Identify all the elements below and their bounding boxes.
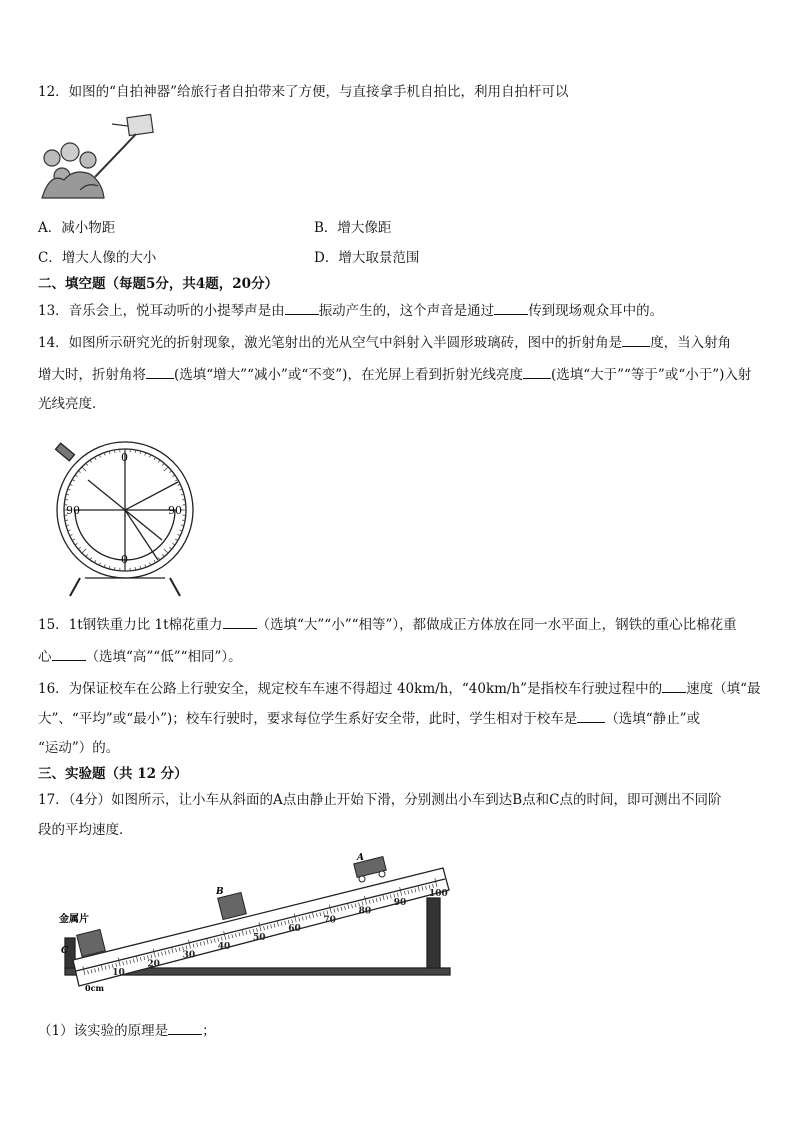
answer-blank[interactable]: [52, 646, 86, 661]
ruler-label: 80: [358, 906, 372, 917]
disk-tick: [169, 547, 171, 549]
disk-label-right: 90: [168, 504, 182, 517]
ruler-label: 10: [112, 968, 125, 979]
q14-text: 度，当入射角: [650, 335, 732, 351]
ruler-label: 40: [217, 941, 231, 952]
answer-blank[interactable]: [523, 364, 551, 379]
disk-tick: [145, 565, 146, 568]
label-c: C: [61, 946, 69, 956]
disk-tick: [95, 560, 97, 563]
disk-tick: [175, 539, 178, 541]
disk-label-bottom: 0: [121, 553, 128, 566]
q14-text: (选填“大于”“等于”或“小于”)入射: [550, 367, 752, 383]
answer-blank[interactable]: [223, 614, 257, 629]
disk-tick: [135, 567, 136, 570]
disk-tick: [154, 560, 156, 563]
disk-tick: [72, 480, 75, 482]
option-c: C．增大人像的大小: [38, 250, 157, 266]
disk-tick: [78, 471, 80, 473]
q14-line2: [38, 364, 751, 385]
disk-tick: [90, 460, 92, 462]
label-b: B: [216, 887, 224, 897]
disk-tick: [114, 450, 115, 453]
q16-line1: [38, 678, 760, 699]
ruler-label: 50: [253, 933, 266, 943]
q16-line2: [38, 708, 700, 729]
disk-tick: [68, 530, 71, 531]
disk-tick: [162, 554, 164, 556]
disk-tick: [95, 457, 97, 460]
incline-ruler-figure: [55, 850, 455, 995]
q16-text: （选填“静止”或: [605, 711, 701, 727]
disk-tick: [180, 530, 183, 531]
section-3-heading: 三、实验题（共 12 分）: [38, 766, 188, 782]
disk-tick: [158, 460, 160, 462]
q17-sub1-text: ；: [202, 1023, 216, 1039]
answer-blank[interactable]: [577, 708, 605, 723]
q15-line2: [38, 646, 242, 667]
disk-tick: [135, 450, 136, 453]
disk-tick: [104, 453, 105, 456]
disk-label-top: 0: [121, 451, 128, 464]
disk-tick: [65, 520, 68, 521]
q14-text: 增大时，折射角将: [38, 367, 146, 383]
ruler-label: 90: [393, 897, 407, 908]
disk-tick: [154, 457, 156, 460]
ruler-label: 20: [147, 959, 160, 970]
disk-tick: [90, 558, 92, 560]
q15-text: （选填“高”“低”“相同”）。: [85, 649, 242, 665]
q12-stem: 12．如图的“自拍神器”给旅行者自拍带来了方便，与直接拿手机自拍比，利用自拍杆可以: [38, 84, 569, 100]
q13-part2: 振动产生的，这个声音是通过: [318, 303, 495, 319]
label-a: A: [357, 853, 364, 863]
disk-tick: [65, 499, 68, 500]
disk-tick: [145, 453, 146, 456]
q15-text: 15．1t钢铁重力比 1t棉花重力: [38, 617, 223, 633]
q17-sub1: [38, 1020, 216, 1041]
disk-tick: [169, 471, 171, 473]
disk-tick: [173, 543, 175, 545]
q15-line1: [38, 614, 737, 635]
q17-line1: 17．（4分）如图所示，让小车从斜面的A点由静止开始下滑，分别测出小车到达B点和C点的时间，即可测出不同阶: [38, 792, 722, 808]
label-zero-cm: 0cm: [85, 983, 104, 993]
q14-text: 14．如图所示研究光的折射现象，激光笔射出的光从空气中斜射入半圆形玻璃砖，图中的折射角是: [38, 335, 623, 351]
option-b: B．增大像距: [314, 220, 392, 236]
q15-text: 心: [38, 649, 52, 665]
disk-tick: [173, 475, 175, 477]
q15-text: （选填“大”“小”“相等”），都做成正方体放在同一水平面上，钢铁的重心比棉花重: [256, 617, 737, 633]
disk-tick: [164, 467, 168, 471]
disk-tick: [182, 520, 185, 521]
q16-text: 16．为保证校车在公路上行驶安全，规定校车车速不得超过 40km/h，“40km/h”是指校车行驶过程中的: [38, 681, 663, 697]
answer-blank[interactable]: [168, 1020, 202, 1035]
disk-tick: [75, 543, 77, 545]
q14-line3: 光线亮度．: [38, 396, 106, 412]
q13-part3: 传到现场观众耳中的。: [528, 303, 664, 319]
q16-text: 大”、“平均”或“最小”)；校车行驶时，要求每位学生系好安全带，此时，学生相对于校车是: [38, 711, 578, 727]
disk-tick: [86, 463, 88, 465]
selfie-stick-figure: [40, 112, 165, 202]
label-metal-sheet: 金属片: [59, 914, 89, 925]
q14-line1: [38, 332, 731, 353]
disk-label-left: 90: [66, 504, 80, 517]
ruler-label: 70: [323, 915, 336, 926]
answer-blank[interactable]: [146, 364, 174, 379]
disk-tick: [182, 499, 185, 500]
refraction-disk-figure: [50, 430, 200, 600]
answer-blank[interactable]: [285, 300, 319, 315]
q13-part1: 13．音乐会上，悦耳动听的小提琴声是由: [38, 303, 285, 319]
disk-tick: [82, 549, 86, 553]
disk-tick: [180, 489, 183, 490]
q17-line2: 段的平均速度．: [38, 822, 133, 838]
option-d: D．增大取景范围: [314, 250, 420, 266]
disk-tick: [162, 463, 164, 465]
answer-blank[interactable]: [622, 332, 650, 347]
disk-tick: [68, 489, 71, 490]
disk-tick: [164, 549, 168, 553]
disk-tick: [175, 480, 178, 482]
q16-text: 速度（填“最: [686, 681, 761, 697]
disk-tick: [75, 475, 77, 477]
disk-tick: [72, 539, 75, 541]
option-a: A．减小物距: [38, 220, 116, 236]
disk-tick: [114, 567, 115, 570]
q17-sub1-text: （1）该实验的原理是: [38, 1023, 169, 1039]
section-2-heading: 二、填空题（每题5分，共4题，20分）: [38, 276, 279, 292]
ruler-label: 30: [182, 950, 196, 961]
disk-tick: [86, 554, 88, 556]
q16-line3: “运动”）的。: [38, 740, 120, 756]
q14-text: (选填“增大”“减小”或“不变”)，在光屏上看到折射光线亮度: [174, 367, 523, 383]
answer-blank[interactable]: [494, 300, 528, 315]
disk-tick: [82, 467, 86, 471]
ruler-label: 100: [429, 889, 448, 899]
answer-blank[interactable]: [662, 678, 686, 693]
disk-tick: [158, 558, 160, 560]
q13-text: [38, 300, 663, 321]
ruler-label: 60: [288, 924, 301, 935]
disk-tick: [78, 547, 80, 549]
disk-tick: [104, 565, 105, 568]
